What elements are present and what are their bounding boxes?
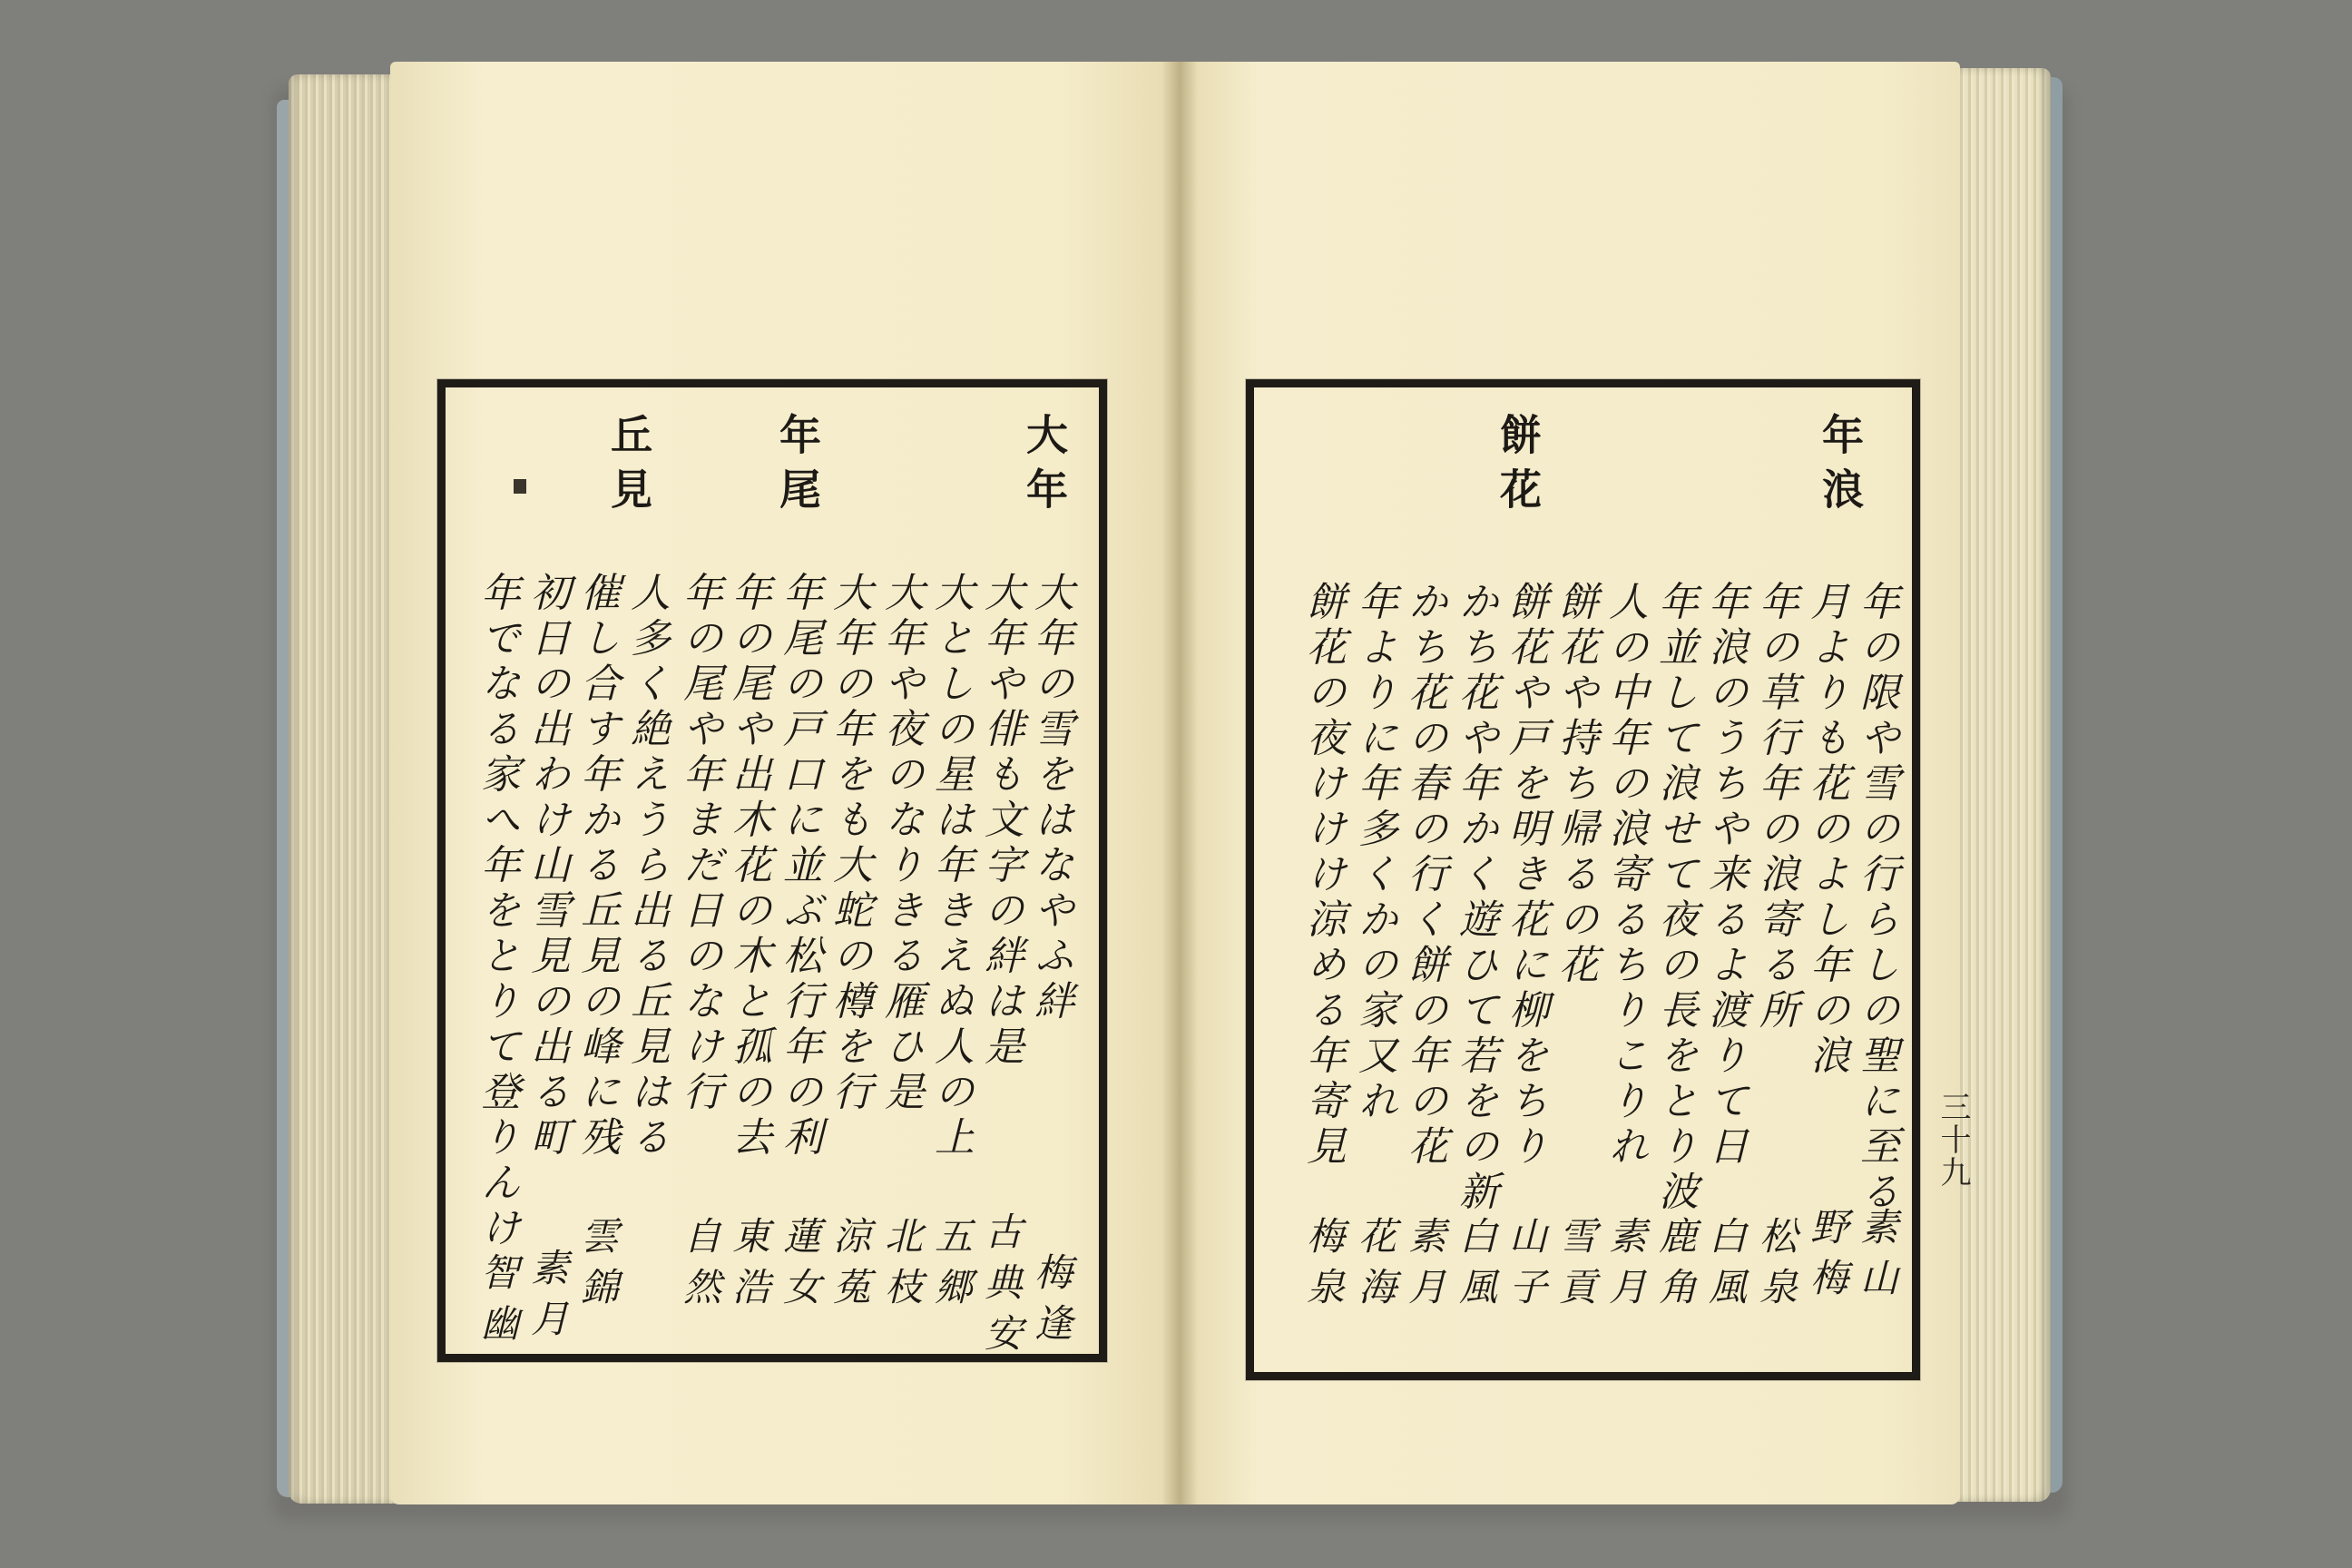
haiku-author: 野梅 (1805, 1207, 1849, 1308)
haiku-verse: 月よりも花のよし年の浪 (1803, 581, 1849, 1080)
haiku-verse: 人の中年の浪寄るちりこりれ (1602, 581, 1648, 1171)
haiku-verse: 年でなる家へ年をとりて登りんけ (474, 572, 520, 1252)
page-number: 三十九 (1935, 1091, 1971, 1189)
haiku-author: 北枝 (879, 1216, 924, 1318)
haiku-author: 古典安 (979, 1211, 1024, 1364)
haiku-verse: 年の草行年の浪寄る所 (1752, 581, 1798, 1034)
haiku-verse: 初日の出わけ山雪見の出る町 (524, 572, 570, 1161)
haiku-author: 素月 (1603, 1216, 1648, 1318)
haiku-author: 白風 (1703, 1216, 1748, 1318)
haiku-author: 雪貢 (1553, 1216, 1598, 1318)
haiku-author: 素月 (525, 1248, 570, 1349)
haiku-verse: 餅花や戸を明き花に柳をちり (1502, 581, 1548, 1171)
haiku-author: 五郷 (929, 1216, 974, 1318)
haiku-verse: 年尾の戸口に並ぶ松行年の利 (776, 572, 822, 1161)
haiku-verse: 大年の雪をはなやふ絆 (1027, 572, 1073, 1025)
haiku-verse: かち花や年かく遊ひて若をの新 (1452, 581, 1498, 1216)
haiku-author: 素月 (1403, 1216, 1447, 1318)
haiku-verse: 年の限や雪の行らしの聖に至る (1853, 581, 1899, 1216)
haiku-author: 東浩 (727, 1216, 771, 1318)
section-title: 大年 (1020, 413, 1069, 522)
haiku-author: 山子 (1504, 1216, 1548, 1318)
haiku-verse: 人多く絶えうら出る丘見はる (623, 572, 670, 1161)
haiku-verse: 年の尾や年まだ日のなけ行 (676, 572, 722, 1116)
ink-blot (514, 479, 526, 494)
page-edges-left (289, 74, 407, 1504)
haiku-author: 蓮女 (778, 1216, 822, 1318)
section-title: 丘見 (604, 413, 653, 522)
haiku-verse: かち花の春の行く餅の年の花 (1401, 581, 1447, 1171)
haiku-author: 梅逢 (1029, 1252, 1073, 1354)
book-gutter (1161, 62, 1198, 1504)
haiku-author: 花海 (1353, 1216, 1397, 1318)
section-title: 餅花 (1494, 413, 1543, 522)
haiku-verse: 年の尾や出木花の木と孤の去 (725, 572, 771, 1161)
haiku-author: 涼菟 (828, 1216, 872, 1318)
haiku-verse: 餅花の夜けけけ涼める年寄見 (1299, 581, 1346, 1171)
haiku-verse: 大年や俳も文字の絆は是 (977, 572, 1024, 1071)
haiku-author: 鹿角 (1653, 1216, 1698, 1318)
haiku-author: 自然 (678, 1216, 722, 1318)
haiku-verse: 大年や夜のなりきる雁ひ是 (877, 572, 924, 1116)
haiku-verse: 年浪のうちや来るよ渡りて日 (1701, 581, 1748, 1171)
haiku-author: 梅泉 (1301, 1216, 1346, 1318)
haiku-author: 白風 (1454, 1216, 1498, 1318)
section-title: 年尾 (773, 413, 822, 522)
haiku-author: 雲錦 (575, 1216, 620, 1318)
section-title: 年浪 (1816, 413, 1865, 522)
haiku-verse: 餅花や持ち帰るの花 (1552, 581, 1598, 989)
haiku-verse: 大年の年をも大蛇の樽を行 (826, 572, 872, 1116)
haiku-author: 素山 (1855, 1207, 1899, 1308)
haiku-verse: 大としの星は年きえぬ人の上 (927, 572, 974, 1161)
haiku-author: 松泉 (1754, 1216, 1798, 1318)
haiku-verse: 催し合す年かる丘見の峰に残 (573, 572, 620, 1161)
haiku-author: 智幽 (475, 1252, 520, 1354)
haiku-verse: 年よりに年多くかの家又れ (1351, 581, 1397, 1125)
haiku-verse: 年並して浪せて夜の長をとり波 (1651, 581, 1698, 1216)
